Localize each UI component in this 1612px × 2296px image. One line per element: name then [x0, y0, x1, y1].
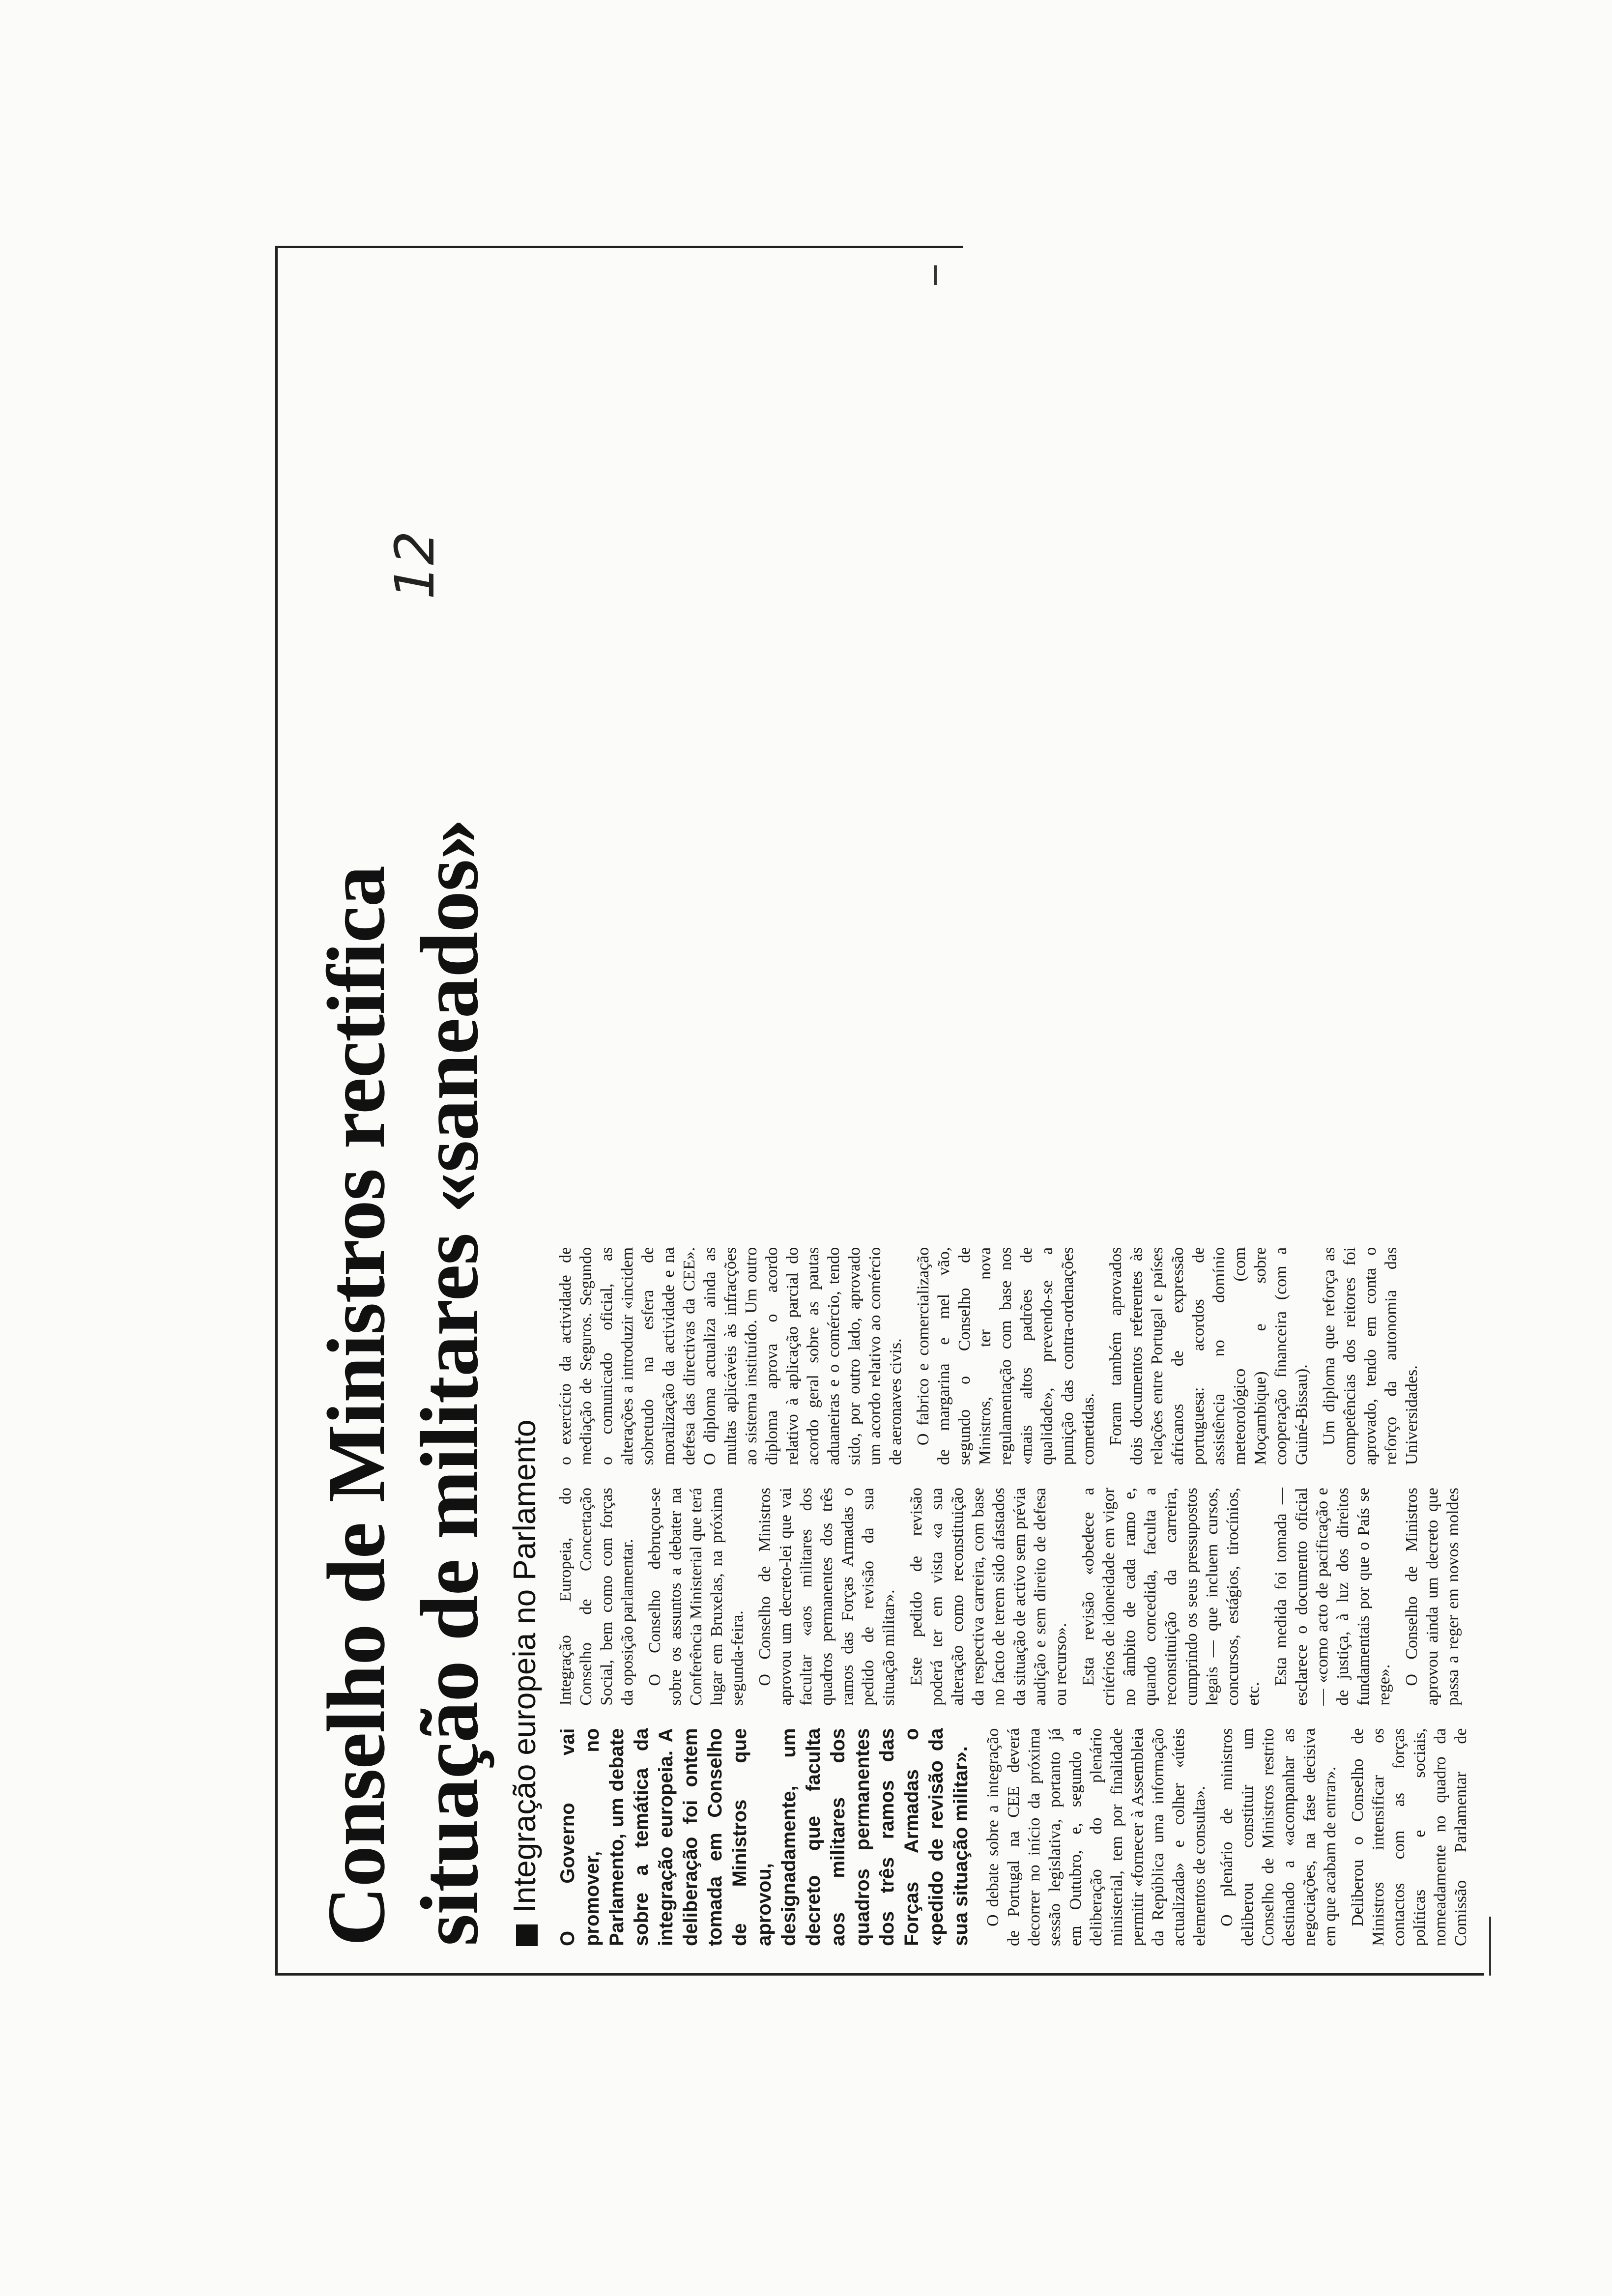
article-body	[555, 285, 1479, 1946]
body-paragraph: Este pedido de revisão poderá ter em vista «a sua alteração como reconstituição da respectiva carreira, com base no facto de terem sido afastados da situação de activo sem prévia audição e sem direito de defesa ou recurso».	[907, 1488, 1070, 1706]
kicker-text: Integração europeia no Parlamento	[507, 1419, 542, 1913]
lead-paragraph: O Governo vai promover, no Parlamento, um debate sobre a temática da integração europeia. A deliberação foi ontem tomada em Conselho de Ministros que aprovou, designadamente, um decreto que faculta aos militares dos quadros permanentes dos três ramos das Forças Armadas o «pedido de revisão da sua situação militar».	[557, 1728, 972, 1946]
clipping-border-bottom	[275, 1973, 1484, 1976]
body-paragraph: O debate sobre a integração de Portugal na CEE deverá decorrer no início da próxima sessão legislativa, portanto já em Outubro, e, segundo a deliberação do plenário ministerial, tem por finalidade permitir «fornecer à Assembleia da República uma informação actualizada» e colher «úteis elementos de consulta».	[984, 1728, 1209, 1946]
body-paragraph: O plenário de ministros deliberou constituir um Conselho de Ministros restrito destinado a «acompanhar as negociações, na fase decisiva em que acabam de entrar».	[1218, 1728, 1339, 1946]
square-bullet-icon	[516, 1924, 538, 1946]
body-paragraph: Esta revisão «obedece a critérios de idoneidade em vigor no âmbito de cada ramo e, quando concedida, faculta a reconstituição da carreira, cumprindo os seus pressupostos legais — que incluem cursos, concursos, estágios, tirocínios, etc.	[1079, 1488, 1263, 1706]
body-paragraph: Um diploma que reforça as competências dos reitores foi aprovado, tendo em conta o reforço da autonomia das Universidades.	[1320, 1247, 1421, 1465]
body-paragraph: Deliberou o Conselho de Ministros intensificar os contactos com as forças políticas e sociais, nomeadamente no quadro da Comissão Parlamentar de Integração Europeia, do Conselho de Concertação Social, bem como com forças da oposição parlamentar.	[556, 1488, 1470, 1946]
body-paragraph: O Conselho de Ministros aprovou um decreto-lei que vai facultar «aos militares dos quadros permanentes dos três ramos das Forças Armadas o pedido de revisão da sua situação militar».	[756, 1488, 898, 1706]
handwritten-note: 12	[383, 531, 446, 600]
headline-line-1: Conselho de Ministros rectifica	[311, 866, 402, 1946]
kicker	[506, 1420, 543, 1946]
news-clipping	[295, 256, 1494, 1966]
clipping-border-top	[275, 246, 963, 248]
clipping-border-left	[275, 246, 278, 1976]
body-paragraph: O fabrico e comercialização de margarina e mel vão, segundo o Conselho de Ministros, ter nova regulamentação com base nos «mais altos padrões de qualidade», prevendo-se a punição das contra-ordenações cometidas.	[914, 1247, 1097, 1465]
body-paragraph: O Conselho de Ministros aprovou ainda um decreto que passa a reger em novos moldes o exercício da actividade de mediação de Seguros. Segundo o comunicado oficial, as alterações a introduzir «incidem sobretudo na esfera de moralização da actividade e na defesa das directivas da CEE». O diploma actualiza ainda as multas aplicáveis às infracções ao sistema instituído. Um outro diploma aprova o acordo relativo à aplicação parcial do acordo geral sobre as pautas aduaneiras e o comércio, tendo sido, por outro lado, aprovado um acordo relativo ao comércio de aeronaves civis.	[556, 1247, 1462, 1706]
body-paragraph: O Conselho debruçou-se sobre os assuntos a debater na Conferência Ministerial que terá lugar em Bruxelas, na próxima segunda-feira.	[646, 1488, 747, 1706]
headline-line-2: situação de militares «saneados»	[404, 819, 495, 1946]
headline	[310, 275, 496, 1946]
body-paragraph: Foram também aprovados dois documentos referentes às relações entre Portugal e países africanos de expressão portuguesa: acordos de assistência no domínio meteorológico (com Moçambique) e sobre cooperação financeira (com a Guiné-Bissau).	[1107, 1247, 1311, 1465]
body-paragraph: Esta medida foi tomada — esclarece o documento oficial — «como acto de pacificação e de justiça, à luz dos direitos fundamentais por que o País se rege».	[1272, 1488, 1393, 1706]
